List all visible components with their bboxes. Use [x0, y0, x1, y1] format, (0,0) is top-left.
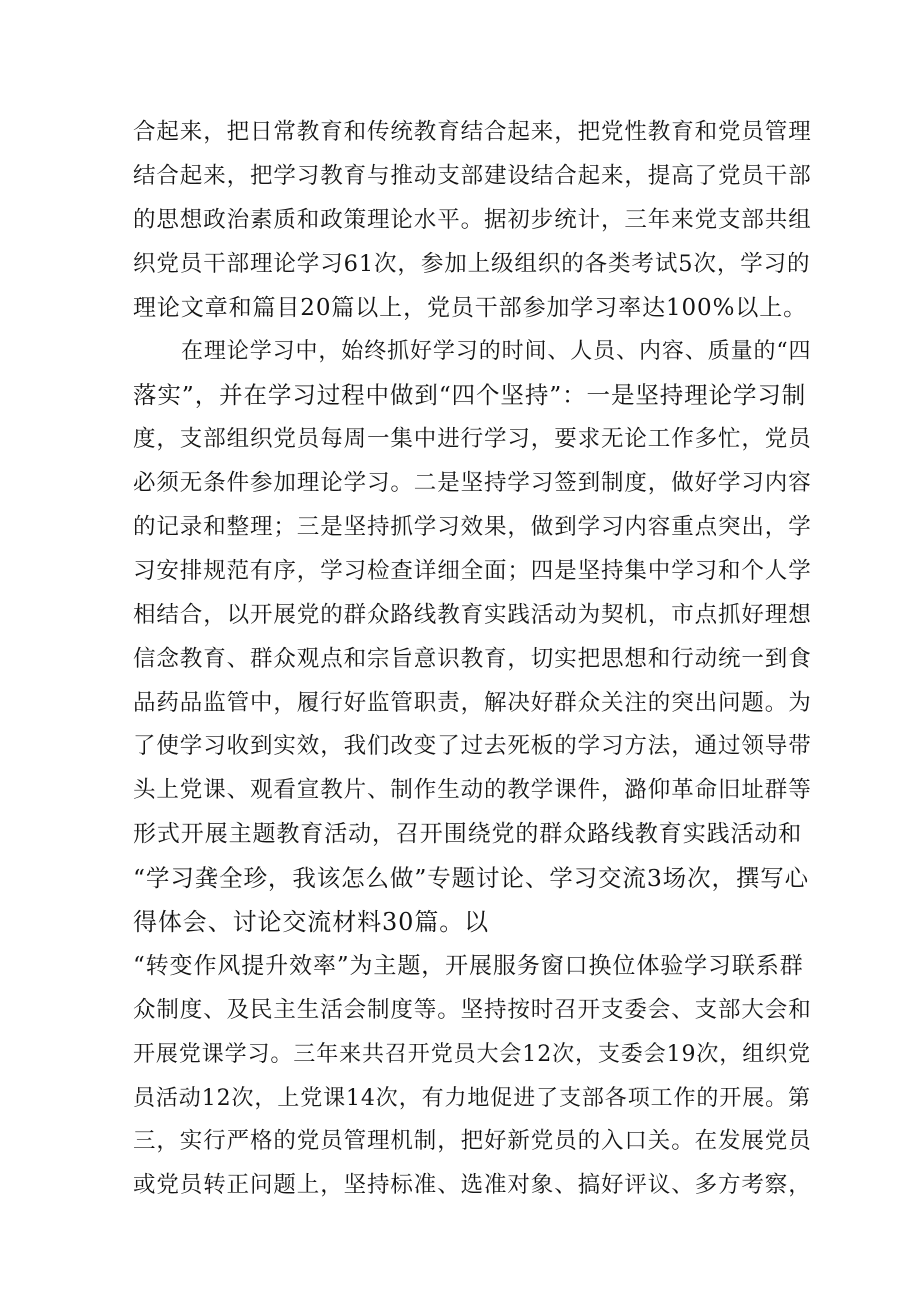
text-line: 头上党课、观看宣教片、制作生动的教学课件，潞仰革命旧址群等 [133, 777, 812, 804]
text-line: 合起来，把日常教育和传统教育结合起来，把党性教育和党员管理 [133, 119, 812, 145]
text-line: 落实”，并在学习过程中做到“四个坚持”：一是坚持理论学习制 [133, 381, 807, 410]
text-line: 了使学习收到实效，我们改变了过去死板的学习方法，通过领导带 [133, 733, 812, 760]
text-line: 相结合，以开展党的群众路线教育实践活动为契机，市点抓好理想 [133, 601, 812, 628]
text-line: 度，支部组织党员每周一集中进行学习，要求无论工作多忙，党员 [133, 426, 812, 453]
text-line: 结合起来，把学习教育与推动支部建设结合起来，提高了党员干部 [133, 162, 812, 189]
text-line: 信念教育、群众观点和宗旨意识教育，切实把思想和行动统一到食 [133, 645, 812, 672]
text-line: 习安排规范有序，学习检查详细全面；四是坚持集中学习和个人学 [133, 557, 812, 584]
text-line: 的记录和整理；三是坚持抓学习效果，做到学习内容重点突出，学 [133, 514, 812, 541]
text-line: 开展党课学习。三年来共召开党员大会12次，支委会19次，组织党 [133, 1041, 811, 1067]
text-line: “转变作风提升效率”为主题，开展服务窗口换位体验学习联系群 [133, 952, 804, 979]
text-line: 或党员转正问题上，坚持标准、选准对象、搞好评议、多方考察， [133, 1172, 812, 1199]
text-line: 得体会、讨论交流材料30篇。以 [133, 908, 490, 937]
text-line: 三，实行严格的党员管理机制，把好新党员的入口关。在发展党员 [133, 1128, 812, 1155]
paragraph-first-line: 在理论学习中，始终抓好学习的时间、人员、内容、质量的“四 [181, 339, 812, 365]
text-line: 理论文章和篇目20篇以上，党员干部参加学习率达100%以上。 [133, 294, 808, 321]
text-line: 品药品监管中，履行好监管职责，解决好群众关注的突出问题。为 [133, 689, 812, 716]
text-line: 必须无条件参加理论学习。二是坚持学习签到制度，做好学习内容 [133, 470, 812, 497]
text-line: 的思想政治素质和政策理论水平。据初步统计，三年来党支部共组 [133, 206, 812, 233]
text-line: 织党员干部理论学习61次，参加上级组织的各类考试5次，学习的 [133, 250, 811, 277]
body-text [133, 111, 813, 1208]
text-line: “学习龚全珍，我该怎么做”专题讨论、学习交流3场次，撰写心 [133, 864, 810, 893]
text-line: 众制度、及民主生活会制度等。坚持按时召开支委会、支部大会和 [133, 996, 812, 1023]
text-line: 形式开展主题教育活动，召开围绕党的群众路线教育实践活动和 [133, 821, 803, 848]
text-line: 员活动12次，上党课14次，有力地促进了支部各项工作的开展。第 [133, 1085, 811, 1111]
